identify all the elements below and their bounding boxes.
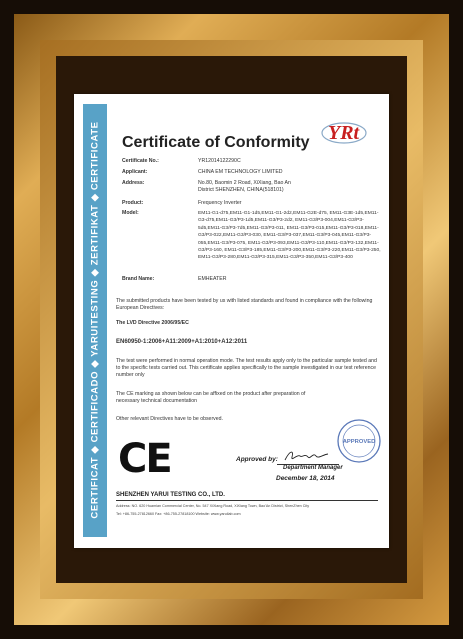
- field-value: EMHEATER: [198, 276, 227, 282]
- certificate-title: Certificate of Conformity: [122, 134, 310, 151]
- field-value: YR12014122290C: [198, 158, 241, 164]
- field-label: Brand Name:: [122, 276, 155, 282]
- side-band: [83, 104, 107, 537]
- field-value: CHINA EM TECHNOLOGY LIMITED: [198, 169, 283, 175]
- field-label: Certificate No.:: [122, 158, 159, 164]
- field-value: EM11-G1-d75,EM11-G1-1d5,EM11-G1-2d2,EM11-G2E-d75, EM11-G3E-1d5,EM11-G3-d75,EM11-G3/P3-1d5,EM11-G3/P3-2d2, EM11-G3/P3-004,EM11-G3/P3-5d5,EM11-G3/P3-7d5,EM11-G3/P3-011, EM11-G3/P3-015,EM11-G3/P3-018,EM11-G3/P3-022,EM11-G3/P3-030, EM11-G3/P3-037,EM11-G3/P3-045,EM11-G3/P3-055,EM11-G3/P3-075, EM11-G3/P3-093,EM11-G3/P3-110,EM11-G3/P3-132,EM11-G3/P3-160, EM11-G3/P3-185,EM11-G3/P3-200,EM11-G3/P3-220,EM11-G3/P3-250, EM11-G3/P3-280,EM11-G3/P3-315,EM11-G3/P3-350,EM11-G3/P3-400: [198, 211, 381, 261]
- signature: [282, 448, 332, 464]
- footer-contact: Tel: +86-755-27812660 Fax: +86-755-27818100 Website: www.yaruilab.com: [116, 512, 241, 516]
- standard-line: EN60950-1:2006+A11:2009+A1:2010+A12:2011: [116, 339, 248, 345]
- ce-mark: CE: [118, 436, 171, 482]
- field-value: Frequency Inverter: [198, 200, 242, 206]
- test-note-paragraph: The test were performed in normal operation mode. The test results apply only to the particular sample tested and to the specific tests carried out. This certificate applies specifically to the sample investigated in our test reference number only: [116, 358, 377, 379]
- stamp-text: APPROVED: [342, 439, 376, 445]
- side-band-text: CERTIFICAT ◆ CERTIFICADO ◆ YARUITESTING ◆ ZERTIFIKAT ◆ CERTIFICATE: [89, 121, 101, 519]
- logo-text: YRt: [328, 122, 360, 144]
- approval-date: December 18, 2014: [276, 475, 335, 482]
- approver-title: Department Manager: [283, 465, 343, 471]
- ce-note-paragraph: The CE marking as shown below can be affixed on the product after preparation of necessary technical documentation: [116, 391, 306, 405]
- approved-by-label: Approved by:: [236, 456, 278, 463]
- field-label: Product:: [122, 200, 144, 206]
- field-label: Address:: [122, 180, 145, 186]
- field-value: No.80, Baomin 2 Road, XiXiang, Bao An District SHENZHEN, CHINA(518101): [198, 180, 291, 194]
- directive-line: The LVD Directive 2006/95/EC: [116, 320, 189, 326]
- field-label: Model:: [122, 210, 139, 216]
- footer-divider: [116, 500, 378, 501]
- other-directives-line: Other relevant Directives have to be observed.: [116, 416, 223, 422]
- submitted-paragraph: The submitted products have been tested by us with listed standards and found in compliance with the following European Directives:: [116, 298, 373, 312]
- field-label: Applicant:: [122, 169, 148, 175]
- footer-address: Address: NO. 620 Huamian Commercial Center, No. 547 XiXiang Road, XiXiang Town, Bao'An District, ShenZhen City: [116, 504, 310, 508]
- footer-company: SHENZHEN YARUI TESTING CO., LTD.: [116, 492, 225, 498]
- approval-stamp: [336, 418, 382, 464]
- yarui-logo: [318, 116, 370, 148]
- certificate-paper: [74, 94, 389, 548]
